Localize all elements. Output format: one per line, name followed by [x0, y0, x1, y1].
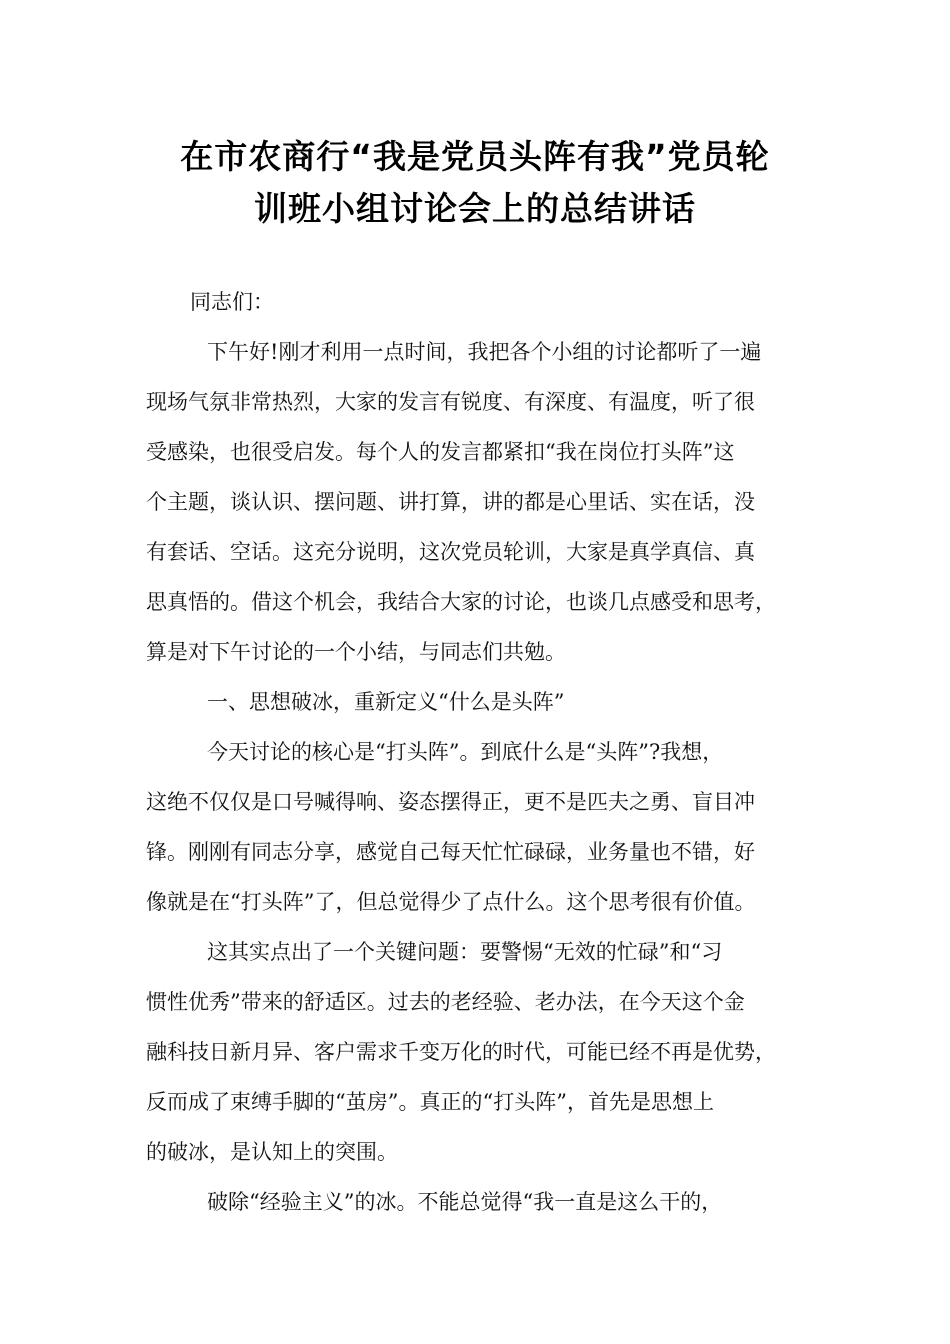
paragraph-line: 的破冰，是认知上的突围。	[146, 1140, 398, 1164]
document-title-line-1: 在市农商行“我是党员头阵有我”党员轮	[180, 137, 770, 176]
document-title-line-2: 训班小组讨论会上的总结讲话	[254, 189, 696, 228]
paragraph-line: 像就是在“打头阵”了，但总觉得少了点什么。这个思考很有价值。	[146, 890, 756, 914]
paragraph-line: 这绝不仅仅是口号喊得响、姿态摆得正，更不是匹夫之勇、盲目冲	[146, 790, 755, 814]
paragraph-line: 今天讨论的核心是“打头阵”。到底什么是“头阵”?我想，	[207, 740, 724, 764]
paragraph-line: 思真悟的。借这个机会，我结合大家的讨论，也谈几点感受和思考，	[146, 590, 776, 614]
paragraph-line: 算是对下午讨论的一个小结，与同志们共勉。	[146, 640, 566, 664]
paragraph-line: 个主题，谈认识、摆问题、讲打算，讲的都是心里话、实在话，没	[146, 490, 755, 514]
paragraph-line: 有套话、空话。这充分说明，这次党员轮训，大家是真学真信、真	[146, 540, 755, 564]
paragraph-line: 惯性优秀”带来的舒适区。过去的老经验、老办法，在今天这个金	[146, 990, 745, 1014]
paragraph-line: 融科技日新月异、客户需求千变万化的时代，可能已经不再是优势，	[146, 1040, 776, 1064]
paragraph-line: 锋。刚刚有同志分享，感觉自己每天忙忙碌碌，业务量也不错，好	[146, 840, 755, 864]
paragraph-line: 现场气氛非常热烈，大家的发言有锐度、有深度、有温度，听了很	[146, 390, 755, 414]
paragraph-line: 受感染，也很受启发。每个人的发言都紧扣“我在岗位打头阵”这	[146, 440, 735, 464]
section-heading: 一、思想破冰，重新定义“什么是头阵”	[207, 690, 565, 714]
paragraph-line: 这其实点出了一个关键问题：要警惕“无效的忙碌”和“习	[207, 940, 723, 964]
paragraph-line: 破除“经验主义”的冰。不能总觉得“我一直是这么干的，	[207, 1190, 723, 1214]
salutation: 同志们：	[190, 290, 274, 314]
paragraph-line: 反而成了束缚手脚的“茧房”。真正的“打头阵”，首先是思想上	[146, 1090, 714, 1114]
paragraph-line: 下午好!刚才利用一点时间，我把各个小组的讨论都听了一遍	[207, 340, 762, 364]
